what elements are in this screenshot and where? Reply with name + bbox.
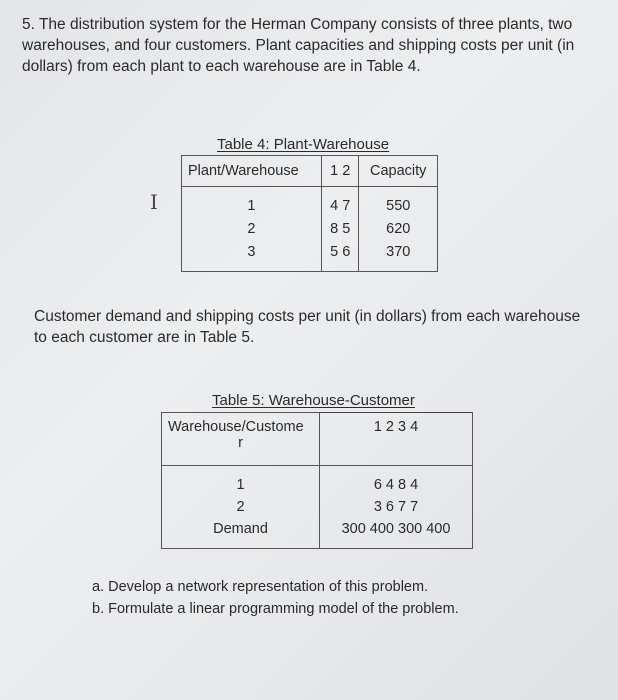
table-cell: 2	[247, 220, 256, 237]
plant-warehouse-table	[181, 155, 438, 272]
table-cell: 8 5	[330, 220, 351, 237]
table-cell: 3	[247, 243, 256, 260]
table4-cost-column	[321, 187, 359, 272]
table-cell: 1	[247, 197, 256, 214]
demand-paragraph: Customer demand and shipping costs per unit (in dollars) from each warehouse to each customer are in Table 5.	[34, 308, 581, 346]
table-cell: Demand	[213, 521, 268, 537]
table-cell: 6 4 8 4	[373, 477, 419, 493]
table-cell: 550	[386, 197, 411, 214]
table-cell: 3 6 7 7	[373, 499, 419, 515]
table5-header-customers: 1 2 3 4	[320, 413, 473, 466]
table5-warehouse-column	[162, 466, 320, 549]
table4-caption: Table 4: Plant-Warehouse	[217, 136, 390, 153]
table4-header-plant: Plant/Warehouse	[182, 156, 322, 187]
table5-caption: Table 5: Warehouse-Customer	[212, 392, 415, 409]
table4-header-warehouses: 1 2	[321, 156, 359, 187]
problem-intro: 5. The distribution system for the Herman Company consists of three plants, two warehouses, and four customers. Plant capacities and shipping costs per unit (in dollars) from each plant to each warehouse are in Table 4.	[22, 16, 575, 75]
table-cell: 2	[236, 499, 245, 515]
table4-header-capacity: Capacity	[359, 156, 438, 187]
table-cell: 5 6	[330, 243, 351, 260]
table4-capacity-column	[359, 187, 438, 272]
table4-plant-column	[182, 187, 322, 272]
text-cursor-icon: I	[150, 190, 158, 214]
question-b: b. Formulate a linear programming model of the problem.	[92, 601, 459, 617]
table-cell: 370	[386, 243, 411, 260]
table-cell: 4 7	[330, 197, 351, 214]
table5-header-wrap: r	[238, 435, 243, 451]
warehouse-customer-table	[161, 412, 473, 549]
table5-cost-column	[320, 466, 473, 549]
table5-header-left	[162, 413, 320, 466]
question-list	[92, 576, 459, 620]
table-cell: 620	[386, 220, 411, 237]
table5-header-label: Warehouse/Custome	[168, 419, 304, 435]
table-cell: 300 400 300 400	[341, 521, 451, 537]
table-cell: 1	[236, 477, 245, 493]
question-a: a. Develop a network representation of this problem.	[92, 579, 429, 595]
